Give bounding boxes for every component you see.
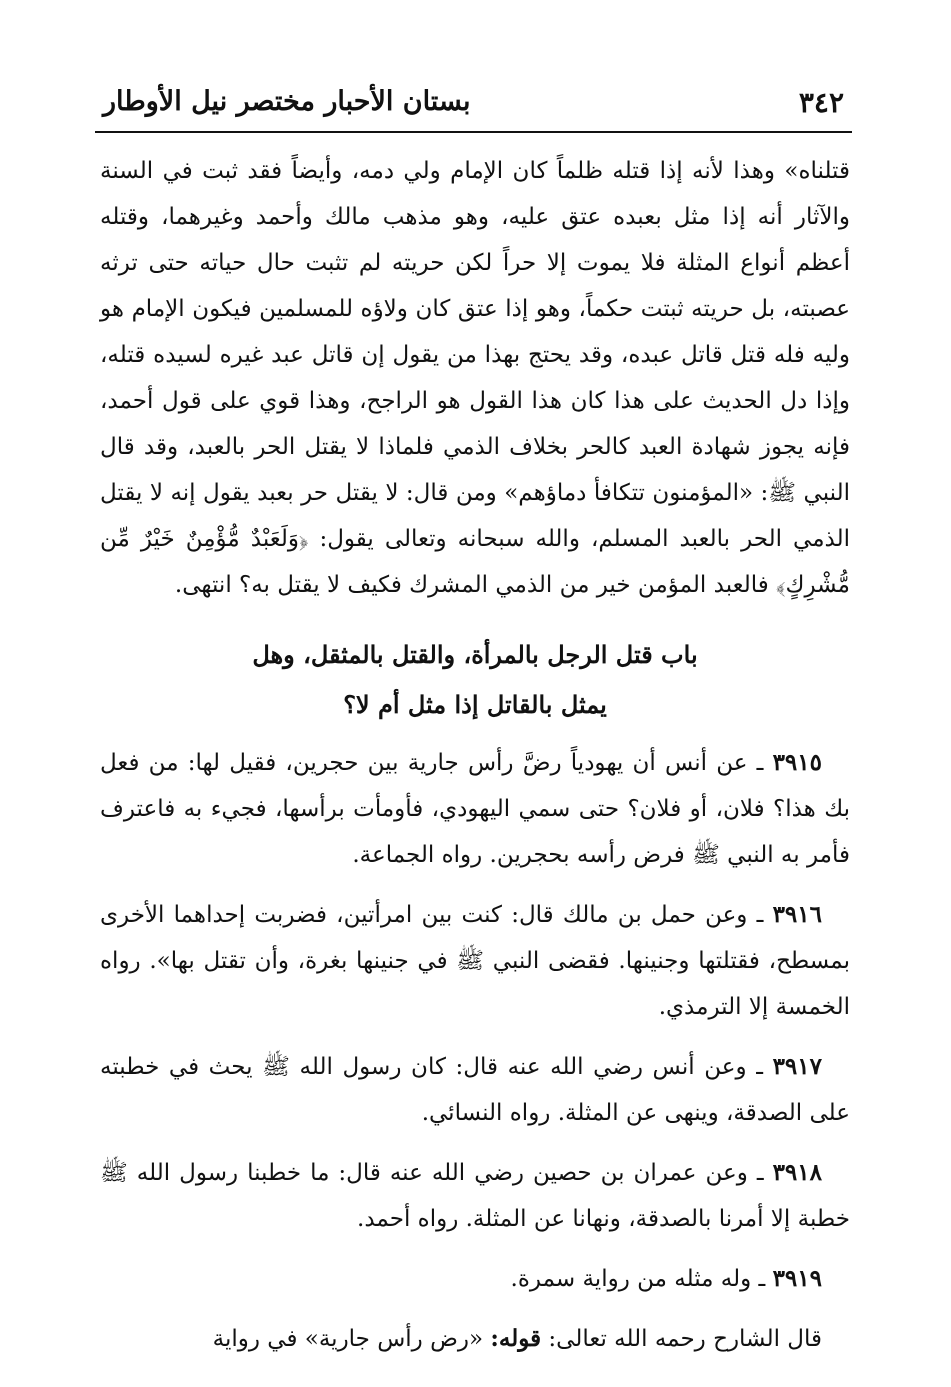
hadith-text: ـ وله مثله من رواية سمرة. (510, 1266, 773, 1292)
hadith-3915 (100, 740, 850, 878)
hadith-number: ٣٩١٥ (772, 749, 822, 776)
hadith-number: ٣٩١٩ (772, 1265, 822, 1292)
hadith-3917 (100, 1044, 850, 1136)
hadith-number: ٣٩١٧ (772, 1053, 822, 1080)
hadith-text: ـ وعن حمل بن مالك قال: كنت بين امرأتين، فضربت إحداهما الأخرى بمسطح، فقتلتها وجنينها. فقضى النبي ﷺ في جنينها بغرة، وأن تقتل بها». رواه الخمسة إلا الترمذي. (100, 902, 850, 1020)
hadith-number: ٣٩١٨ (772, 1159, 822, 1186)
chapter-heading-line-1: باب قتل الرجل بالمرأة، والقتل بالمثقل، وهل (252, 640, 698, 669)
header-rule (95, 131, 852, 133)
hadith-text: ـ وعن عمران بن حصين رضي الله عنه قال: ما خطبنا رسول الله ﷺ خطبة إلا أمرنا بالصدقة، ونهانا عن المثلة. رواه أحمد. (100, 1160, 850, 1232)
commentary-lead: قال الشارح رحمه الله تعالى: (541, 1326, 822, 1352)
body-text (100, 148, 850, 1362)
commentary-rest: «رض رأس جارية» في رواية (212, 1326, 491, 1352)
hadith-3916 (100, 892, 850, 1030)
hadith-3918 (100, 1150, 850, 1242)
commentary-keyword: قوله: (490, 1325, 542, 1352)
chapter-heading (100, 630, 850, 730)
chapter-heading-line-2: يمثل بالقاتل إذا مثل أم لا؟ (343, 690, 607, 719)
hadith-number: ٣٩١٦ (772, 901, 822, 928)
running-title: بستان الأحبار مختصر نيل الأوطار (103, 86, 471, 117)
page-header (95, 82, 852, 132)
hadith-3919 (100, 1256, 850, 1302)
intro-paragraph: قتلناه» وهذا لأنه إذا قتله ظلماً كان الإمام ولي دمه، وأيضاً فقد ثبت في السنة والآثار أنه إذا مثل بعبده عتق عليه، وهو مذهب مالك وأحمد وغيرهما، وقتله أعظم أنواع المثلة فلا يموت إلا حراً لكن حريته لم تثبت حال حياته حتى ترثه عصبته، بل حريته ثبتت حكماً، وهو إذا عتق كان ولاؤه للمسلمين فيكون الإمام هو وليه فله قتل قاتل عبده، وقد يحتج بهذا من يقول إن قاتل عبد غيره لسيده قتله، وإذا دل الحديث على هذا كان هذا القول هو الراجح، وهذا قوي على قول أحمد، فإنه يجوز شهادة العبد كالحر بخلاف الذمي فلماذا لا يقتل الحر بالعبد، وقد قال النبي ﷺ: «المؤمنون تتكافأ دماؤهم» ومن قال: لا يقتل حر بعبد يقول إنه لا يقتل الذمي الحر بالعبد المسلم، والله سبحانه وتعالى يقول: ﴿وَلَعَبْدٌ مُّؤْمِنٌ خَيْرٌ مِّن مُّشْرِكٍ﴾ فالعبد المؤمن خير من الذمي المشرك فكيف لا يقتل به؟ انتهى. (100, 158, 850, 598)
page-number: ٣٤٢ (798, 86, 844, 119)
hadith-text: ـ وعن أنس رضي الله عنه قال: كان رسول الله ﷺ يحث في خطبته على الصدقة، وينهى عن المثلة. رواه النسائي. (100, 1054, 850, 1126)
hadith-text: ـ عن أنس أن يهودياً رضَّ رأس جارية بين حجرين، فقيل لها: من فعل بك هذا؟ فلان، أو فلان؟ حتى سمي اليهودي، فأومأت برأسها، فجيء به فاعترف فأمر به النبي ﷺ فرض رأسه بحجرين. رواه الجماعة. (100, 750, 850, 868)
commentary-paragraph (100, 1316, 850, 1362)
